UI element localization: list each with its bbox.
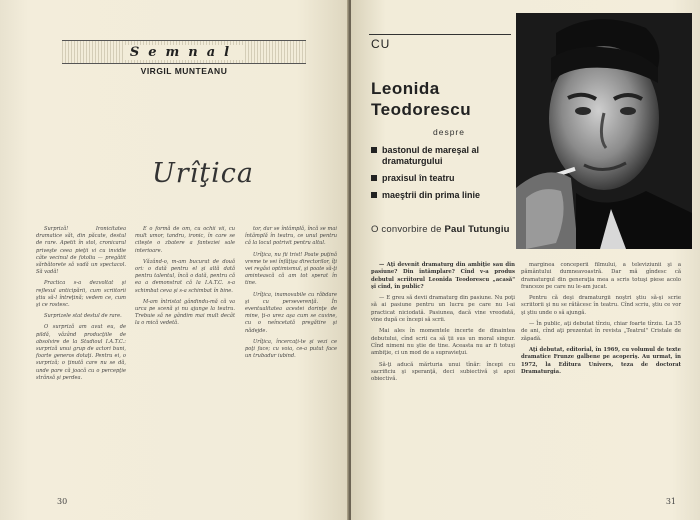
paragraph: Surpriză! Ironicitatea dramatice săt, din păcate, destul de rare. Apetit în stol, cronicarul priveşte ceea pieţii vi cu invidie câte vecinul de fotoliu — pregătit sărbătorete să vadă un spectacol. Să vadă! (36, 226, 126, 276)
byline-author: Paul Tutungiu (444, 224, 510, 235)
right-column-2 (521, 262, 681, 380)
right-page (351, 0, 700, 520)
article-title: Urîţica (152, 158, 255, 189)
paragraph: E o formă de om, cu ochii vii, cu mult umor, tandru, ironic, în care se citeşte o zbatere a fanteziei sale interioare. (135, 226, 235, 254)
left-column-3 (245, 226, 337, 364)
interviewee-name (371, 78, 471, 120)
paragraph: O surpriză am avut eu, de pildă, văzând producţiile de absolvire de la Studioul I.A.T.C.: surpriză unui grup de actori buni, foarte generos dotaţi. Pentru ei, o surpriză; o ţinută care nu se dă, unde pare că joacă cu o percepţie strânsă şi perdea. (36, 324, 126, 381)
paragraph: M-am întristat gândindu-mă că va urca pe scenă şi nu ajunge la teatru. Trebuie să ne gândim mai mult decât la o mică vedetă. (135, 298, 235, 327)
article-author: VIRGIL MUNTEANU (140, 66, 228, 76)
paragraph: — E greu să devii dramaturg din pasiune. Nu poţi să ai pasiune pentru un lucru pe care nu l-ai practicat niciodată. Pasiunea, dacă vine vreodată, vine după ce începi să scrii. (371, 295, 515, 324)
paragraph: Urîţica, inamovabile cu răbdare şi cu perseverenţă. În eventualitatea acestei dorinţe de mine, ţi-o urez aşa cum se cuvine, cu o neîncetată pregătire şi nădejde. (245, 291, 337, 334)
left-column-2 (135, 226, 235, 332)
bullet-square-icon (371, 175, 377, 181)
page-number-left: 30 (57, 497, 68, 506)
paragraph: Urîţica, încercaţi-te şi vezi ce poţi face; cu voia, ce-a putut face un trubadur iubind. (245, 338, 337, 360)
paragraph: marginea conceperii filmului, a televiziunii şi a pământului dumneavoastră. Dar mă gîndesc că dramaturgul din generaţia mea a scris totuşi piese acolo franceze pe care nu le-am jucat. (521, 262, 681, 290)
rubric-banner (62, 40, 306, 64)
page-number-right: 31 (665, 497, 676, 506)
paragraph: tor, dar se întâmplă, încă se mai întâmplă în teatru, ce unul pentru că la locul potrivit pentru altul. (245, 226, 337, 247)
interview-byline (371, 224, 510, 235)
topic-text: praxisul în teatru (382, 173, 455, 183)
topics-list (371, 145, 521, 207)
rubric-title: Semnal (124, 45, 244, 60)
paragraph: Pentru că deşi dramaturgii noştri ştiu să-şi scrie scriitorii şi nu se rătăcesc în teatru. Cînd scriu, ştiu ce vor şi ştiu unde o să ajungă. (521, 295, 681, 316)
paragraph: Urîţica, nu fii trist! Poate puţină vreme te vei înfăţişa directorilor, îţi vei regăsi optimismul, şi poate să-ţi amintească că am tot sperat în tine. (245, 251, 337, 287)
paragraph: Surprizele stat destul de rare. (44, 313, 122, 320)
left-column-1 (36, 226, 126, 386)
bullet-square-icon (371, 192, 377, 198)
right-column-1 (371, 262, 515, 387)
portrait-man-with-cigarette-icon (516, 13, 692, 249)
paragraph: Practica s-a dezvoltat şi reflexul anticipării, cum scriitorii ştiu să-l întreţină; vedem ce, cum şi ce rostesc. (36, 280, 126, 309)
topics-label: despre (433, 127, 465, 137)
topic-item (371, 145, 521, 167)
paragraph: Aţi debutat, editorial, în 1969, cu volumul de texte dramatice Frunze galbene pe acoperiş. Au urmat, în 1972, la Editura Univers, teza de doctorat Dramaturgia. (521, 346, 681, 375)
paragraph: Să-ţi aducă mărturia unui tînăr: începi cu sacrificiu şi speranţă, deci subiectivă şi apoi obiectivă. (371, 361, 515, 383)
name-first: Leonida (371, 79, 440, 98)
paragraph: Văzând-o, m-am bucurat de două ori: o dată pentru el şi altă dată pentru talentul, încă o dată, pentru că ea a demonstrat că la I.A.T.C. s-a schimbat ceva şi s-a schimbat în bine. (135, 258, 235, 294)
portrait-photo (516, 13, 692, 249)
bullet-square-icon (371, 147, 377, 153)
paragraph: — În public, aţi debutat tîrziu, chiar foarte tîrziu. La 35 de ani, cînd aţi prezentat în revista „Teatrul" Cristale de zăpadă. (521, 321, 681, 342)
interview-prefix: CU (371, 37, 391, 51)
interview-question: — Aţi devenit dramaturg din ambiţie sau din pasiune? Din întâmplare? Cînd v-a produs debutul scriitorul Leonida Teodorescu „acasă" şi cînd, în public? (371, 262, 515, 290)
byline-prefix: O convorbire de (371, 224, 442, 235)
paragraph: Mai ales în momentele incerte de dinaintea debutului, cînd scrii ca să ţii sus un moral singur. Cînd nimeni nu ştie de tine. Aceasta nu ar fi totuşi ambiţie, ci un mod de a supravieţui. (371, 328, 515, 357)
header-rule (369, 34, 511, 35)
left-page (0, 0, 349, 520)
name-last: Teodorescu (371, 100, 472, 119)
topic-text: maeştrii din prima linie (382, 190, 481, 200)
topic-text: bastonul de mareşal al dramaturgului (382, 145, 480, 166)
topic-item (371, 190, 521, 201)
topic-item (371, 173, 521, 184)
